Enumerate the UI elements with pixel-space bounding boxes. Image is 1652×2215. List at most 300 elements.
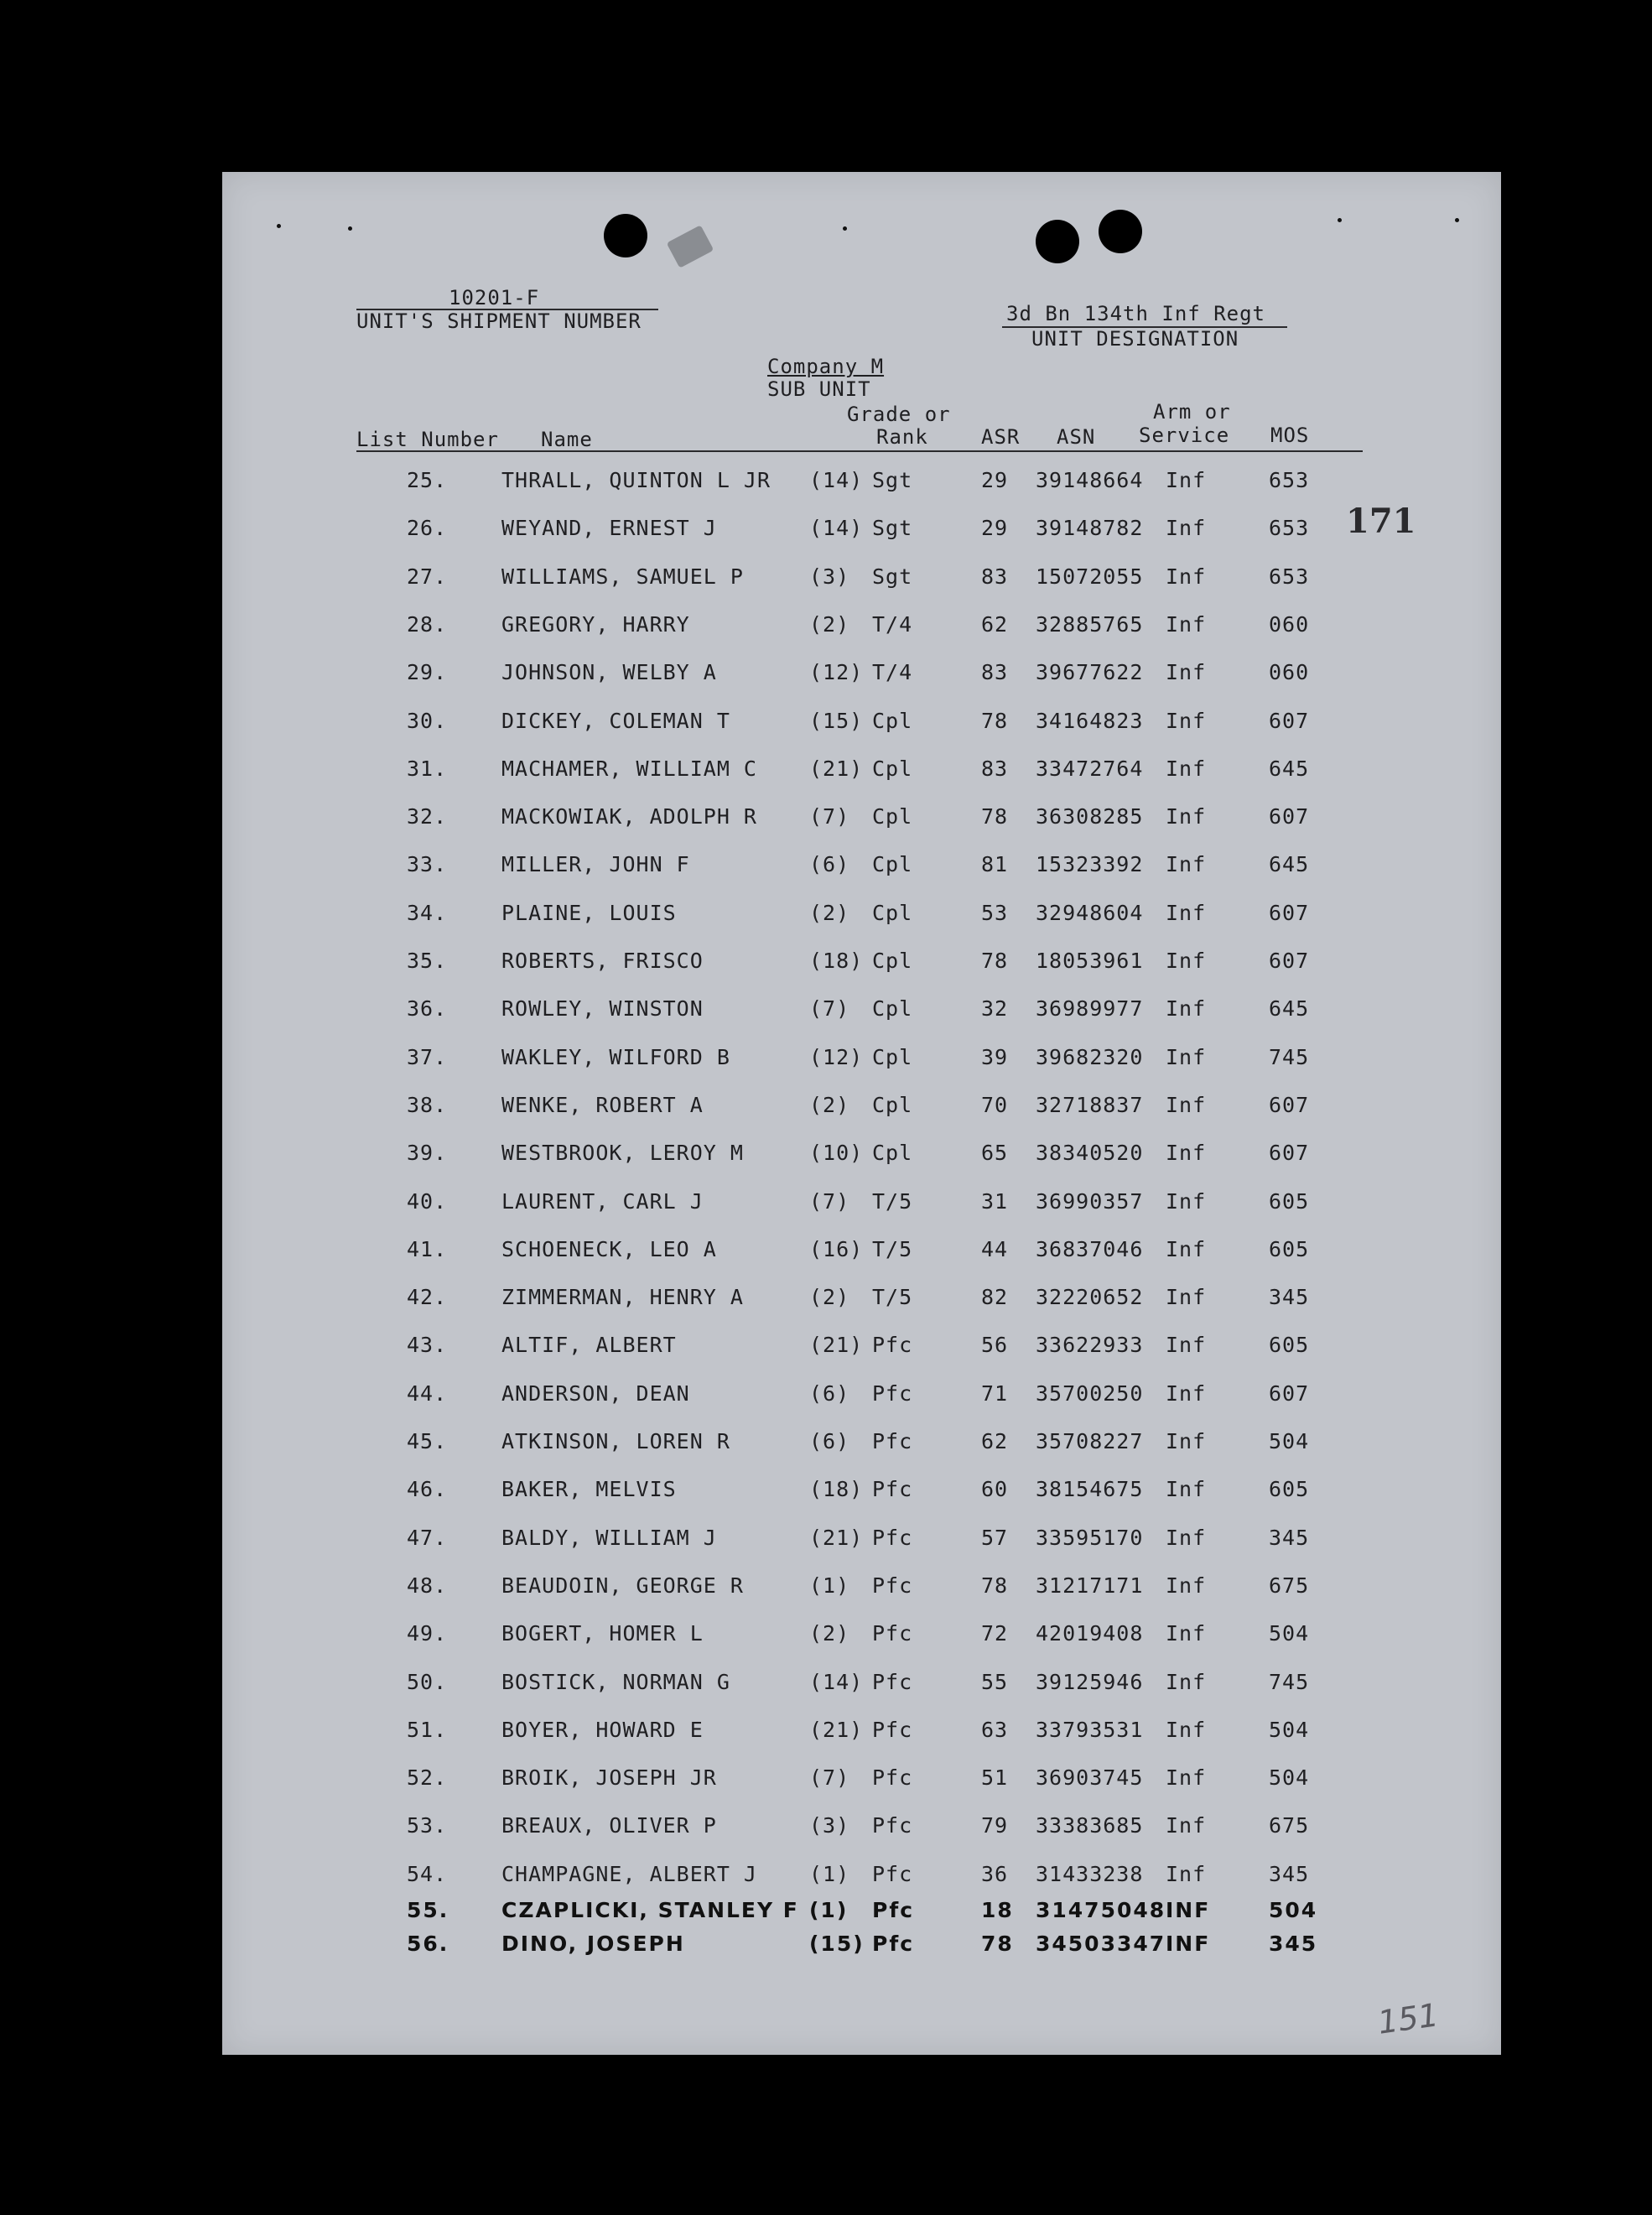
cell-num: 51.	[407, 1717, 448, 1742]
cell-rank: Pfc	[872, 1717, 913, 1742]
cell-rank: Cpl	[872, 1044, 913, 1069]
roster-row	[222, 1621, 1501, 1668]
col-name: Name	[541, 428, 593, 451]
cell-asr: 60	[981, 1477, 1009, 1502]
cell-name: ATKINSON, LOREN R	[501, 1429, 730, 1453]
cell-asr: 72	[981, 1621, 1009, 1646]
cell-mos: 345	[1269, 1931, 1318, 1956]
cell-grade: (6)	[809, 1429, 850, 1453]
cell-grade: (1)	[809, 1897, 849, 1922]
header-underline	[356, 450, 1363, 452]
cell-asn: 38340520	[1036, 1141, 1144, 1166]
cell-arm: Inf	[1166, 468, 1207, 492]
col-arm-line2: Service	[1139, 424, 1230, 447]
cell-name: WEYAND, ERNEST J	[501, 516, 717, 541]
cell-grade: (2)	[809, 1285, 850, 1310]
cell-num: 26.	[407, 516, 448, 541]
cell-mos: 645	[1269, 756, 1310, 781]
cell-num: 44.	[407, 1380, 448, 1406]
pencil-page-note: 151	[1375, 1996, 1442, 2041]
cell-name: ZIMMERMAN, HENRY A	[501, 1285, 744, 1310]
cell-arm: Inf	[1166, 996, 1207, 1022]
cell-asr: 56	[981, 1333, 1009, 1358]
cell-asn: 35708227	[1036, 1429, 1144, 1453]
cell-arm: Inf	[1166, 900, 1207, 925]
cell-grade: (12)	[809, 660, 864, 685]
cell-grade: (2)	[809, 1621, 850, 1646]
cell-num: 48.	[407, 1573, 448, 1598]
cell-num: 33.	[407, 852, 448, 877]
cell-mos: 607	[1269, 1380, 1310, 1406]
cell-asn: 32718837	[1036, 1092, 1144, 1117]
cell-rank: Pfc	[872, 1333, 913, 1358]
cell-mos: 345	[1269, 1861, 1310, 1886]
cell-arm: Inf	[1166, 1285, 1207, 1310]
cell-asn: 36990357	[1036, 1188, 1144, 1214]
roster-row	[222, 564, 1501, 611]
cell-arm: Inf	[1166, 949, 1207, 973]
cell-asr: 78	[981, 708, 1009, 733]
cell-mos: 745	[1269, 1044, 1310, 1069]
roster-row	[222, 468, 1501, 515]
roster-row	[222, 804, 1501, 851]
cell-asn: 31433238	[1036, 1861, 1144, 1886]
cell-arm: INF	[1166, 1897, 1211, 1922]
cell-asn: 39682320	[1036, 1044, 1144, 1069]
cell-asr: 78	[981, 804, 1009, 829]
cell-asr: 31	[981, 1188, 1009, 1214]
cell-asn: 42019408	[1036, 1621, 1144, 1646]
roster-row	[222, 516, 1501, 563]
cell-rank: Pfc	[872, 1380, 913, 1406]
cell-name: DICKEY, COLEMAN T	[501, 708, 730, 733]
cell-asn: 33793531	[1036, 1717, 1144, 1742]
cell-num: 36.	[407, 996, 448, 1022]
roster-row	[222, 996, 1501, 1043]
cell-name: MILLER, JOHN F	[501, 852, 690, 877]
cell-asn: 39148782	[1036, 516, 1144, 541]
cell-mos: 607	[1269, 1092, 1310, 1117]
cell-mos: 645	[1269, 852, 1310, 877]
cell-mos: 675	[1269, 1573, 1310, 1598]
cell-name: WAKLEY, WILFORD B	[501, 1044, 730, 1069]
roster-row	[222, 1429, 1501, 1476]
cell-arm: Inf	[1166, 1044, 1207, 1069]
cell-name: THRALL, QUINTON L JR	[501, 468, 771, 492]
cell-rank: Pfc	[872, 1897, 915, 1922]
cell-asr: 78	[981, 1931, 1014, 1956]
cell-mos: 345	[1269, 1525, 1310, 1550]
cell-name: BROIK, JOSEPH JR	[501, 1765, 717, 1791]
cell-name: ROBERTS, FRISCO	[501, 949, 704, 973]
cell-rank: Pfc	[872, 1477, 913, 1502]
cell-arm: Inf	[1166, 1573, 1207, 1598]
cell-mos: 345	[1269, 1285, 1310, 1310]
roster-row	[222, 901, 1501, 948]
cell-asr: 71	[981, 1380, 1009, 1406]
cell-grade: (3)	[809, 1813, 850, 1838]
cell-arm: Inf	[1166, 564, 1207, 589]
cell-asr: 78	[981, 1573, 1009, 1598]
cell-asr: 36	[981, 1861, 1009, 1886]
cell-rank: Cpl	[872, 900, 913, 925]
cell-mos: 607	[1269, 708, 1310, 733]
cell-grade: (1)	[809, 1573, 850, 1598]
cell-name: BOSTICK, NORMAN G	[501, 1669, 730, 1694]
cell-num: 25.	[407, 468, 448, 492]
cell-name: DINO, JOSEPH	[501, 1931, 685, 1956]
col-grade-line1: Grade or	[847, 403, 951, 426]
cell-asr: 18	[981, 1897, 1014, 1922]
cell-asn: 39677622	[1036, 660, 1144, 685]
cell-name: BALDY, WILLIAM J	[501, 1525, 717, 1550]
cell-asn: 39148664	[1036, 468, 1144, 492]
cell-num: 34.	[407, 900, 448, 925]
cell-arm: Inf	[1166, 1429, 1207, 1453]
cell-grade: (7)	[809, 1765, 850, 1791]
cell-mos: 675	[1269, 1813, 1310, 1838]
cell-arm: Inf	[1166, 1477, 1207, 1502]
cell-asn: 15323392	[1036, 852, 1144, 877]
cell-name: ANDERSON, DEAN	[501, 1380, 690, 1406]
cell-grade: (14)	[809, 1669, 864, 1694]
shipment-caption: UNIT'S SHIPMENT NUMBER	[356, 309, 642, 333]
cell-asn: 36308285	[1036, 804, 1144, 829]
cell-arm: Inf	[1166, 1765, 1207, 1791]
cell-name: LAURENT, CARL J	[501, 1188, 704, 1214]
col-list-number: List Number	[356, 428, 499, 451]
roster-row	[222, 1765, 1501, 1812]
cell-grade: (12)	[809, 1044, 864, 1069]
cell-arm: Inf	[1166, 756, 1207, 781]
roster-row	[222, 852, 1501, 899]
roster-row	[222, 709, 1501, 756]
cell-grade: (6)	[809, 852, 850, 877]
cell-arm: Inf	[1166, 1141, 1207, 1166]
cell-name: BOYER, HOWARD E	[501, 1717, 704, 1742]
cell-grade: (21)	[809, 1333, 864, 1358]
cell-name: ROWLEY, WINSTON	[501, 996, 704, 1022]
cell-arm: Inf	[1166, 852, 1207, 877]
cell-asn: 31217171	[1036, 1573, 1144, 1598]
cell-mos: 607	[1269, 1141, 1310, 1166]
cell-name: GREGORY, HARRY	[501, 611, 690, 637]
cell-rank: T/5	[872, 1236, 913, 1261]
roster-row	[222, 1237, 1501, 1284]
col-asn: ASN	[1057, 425, 1096, 449]
cell-mos: 645	[1269, 996, 1310, 1022]
roster-row	[222, 1189, 1501, 1236]
cell-asr: 39	[981, 1044, 1009, 1069]
col-asr: ASR	[981, 425, 1021, 449]
cell-num: 37.	[407, 1044, 448, 1069]
cell-arm: Inf	[1166, 708, 1207, 733]
cell-grade: (21)	[809, 1525, 864, 1550]
col-arm-line1: Arm or	[1153, 400, 1231, 424]
roster-row	[222, 1573, 1501, 1620]
cell-asr: 29	[981, 468, 1009, 492]
cell-asr: 83	[981, 756, 1009, 781]
cell-asr: 65	[981, 1141, 1009, 1166]
roster-row	[222, 612, 1501, 659]
cell-arm: Inf	[1166, 1236, 1207, 1261]
cell-num: 31.	[407, 756, 448, 781]
cell-arm: Inf	[1166, 1861, 1207, 1886]
cell-num: 50.	[407, 1669, 448, 1694]
cell-asr: 79	[981, 1813, 1009, 1838]
cell-num: 39.	[407, 1141, 448, 1166]
cell-grade: (14)	[809, 516, 864, 541]
unit-caption: UNIT DESIGNATION	[1031, 327, 1239, 351]
cell-grade: (15)	[809, 1931, 865, 1956]
roster-row	[222, 949, 1501, 996]
cell-grade: (16)	[809, 1236, 864, 1261]
cell-name: WILLIAMS, SAMUEL P	[501, 564, 744, 589]
roster-row	[222, 1381, 1501, 1428]
cell-name: BEAUDOIN, GEORGE R	[501, 1573, 744, 1598]
cell-arm: Inf	[1166, 1380, 1207, 1406]
cell-name: PLAINE, LOUIS	[501, 900, 677, 925]
cell-grade: (7)	[809, 1188, 850, 1214]
cell-asn: 36837046	[1036, 1236, 1144, 1261]
cell-rank: T/5	[872, 1285, 913, 1310]
cell-grade: (7)	[809, 804, 850, 829]
cell-asr: 81	[981, 852, 1009, 877]
cell-grade: (2)	[809, 1092, 850, 1117]
cell-arm: Inf	[1166, 1813, 1207, 1838]
cell-rank: Sgt	[872, 564, 913, 589]
cell-name: WESTBROOK, LEROY M	[501, 1141, 744, 1166]
cell-asn: 34503347	[1036, 1931, 1166, 1956]
cell-asr: 53	[981, 900, 1009, 925]
cell-mos: 605	[1269, 1188, 1310, 1214]
cell-asn: 32220652	[1036, 1285, 1144, 1310]
cell-rank: Pfc	[872, 1429, 913, 1453]
cell-asr: 83	[981, 660, 1009, 685]
cell-arm: INF	[1166, 1931, 1211, 1956]
cell-rank: T/5	[872, 1188, 913, 1214]
cell-name: CHAMPAGNE, ALBERT J	[501, 1861, 757, 1886]
cell-rank: Pfc	[872, 1931, 915, 1956]
cell-rank: Pfc	[872, 1621, 913, 1646]
shipment-number: 10201-F	[449, 286, 540, 309]
cell-arm: Inf	[1166, 1188, 1207, 1214]
cell-asn: 36903745	[1036, 1765, 1144, 1791]
roster-row	[222, 757, 1501, 803]
cell-rank: Cpl	[872, 708, 913, 733]
cell-name: WENKE, ROBERT A	[501, 1092, 704, 1117]
cell-mos: 605	[1269, 1477, 1310, 1502]
cell-arm: Inf	[1166, 611, 1207, 637]
cell-mos: 653	[1269, 564, 1310, 589]
paper-speck	[843, 226, 847, 231]
cell-arm: Inf	[1166, 1525, 1207, 1550]
sub-unit: Company M	[767, 355, 885, 378]
cell-asn: 33383685	[1036, 1813, 1144, 1838]
paper-speck	[348, 226, 352, 231]
col-mos: MOS	[1270, 424, 1310, 447]
cell-asr: 62	[981, 1429, 1009, 1453]
cell-num: 30.	[407, 708, 448, 733]
cell-mos: 653	[1269, 516, 1310, 541]
cell-asn: 18053961	[1036, 949, 1144, 973]
cell-arm: Inf	[1166, 1669, 1207, 1694]
cell-grade: (21)	[809, 1717, 864, 1742]
cell-grade: (6)	[809, 1380, 850, 1406]
paper-speck	[1455, 218, 1459, 222]
cell-rank: T/4	[872, 611, 913, 637]
cell-asn: 33595170	[1036, 1525, 1144, 1550]
cell-arm: Inf	[1166, 1092, 1207, 1117]
cell-grade: (7)	[809, 996, 850, 1022]
cell-grade: (18)	[809, 1477, 864, 1502]
cell-asn: 31475048	[1036, 1897, 1166, 1922]
cell-num: 52.	[407, 1765, 448, 1791]
paper-speck	[1338, 218, 1342, 222]
cell-asn: 33622933	[1036, 1333, 1144, 1358]
cell-num: 38.	[407, 1092, 448, 1117]
cell-num: 42.	[407, 1285, 448, 1310]
cell-name: MACHAMER, WILLIAM C	[501, 756, 757, 781]
roster-row	[222, 1670, 1501, 1717]
cell-arm: Inf	[1166, 660, 1207, 685]
cell-asr: 44	[981, 1236, 1009, 1261]
cell-asn: 39125946	[1036, 1669, 1144, 1694]
unit-designation: 3d Bn 134th Inf Regt	[1006, 302, 1265, 325]
cell-asr: 70	[981, 1092, 1009, 1117]
roster-row	[222, 1093, 1501, 1140]
cell-num: 46.	[407, 1477, 448, 1502]
cell-asr: 78	[981, 949, 1009, 973]
cell-rank: Cpl	[872, 949, 913, 973]
cell-num: 27.	[407, 564, 448, 589]
cell-num: 32.	[407, 804, 448, 829]
cell-grade: (2)	[809, 611, 850, 637]
cell-num: 49.	[407, 1621, 448, 1646]
cell-num: 40.	[407, 1188, 448, 1214]
cell-mos: 653	[1269, 468, 1310, 492]
cell-asr: 62	[981, 611, 1009, 637]
roster-row	[222, 1333, 1501, 1380]
roster-row	[222, 660, 1501, 707]
cell-grade: (2)	[809, 900, 850, 925]
cell-arm: Inf	[1166, 1621, 1207, 1646]
cell-rank: Pfc	[872, 1525, 913, 1550]
cell-asr: 32	[981, 996, 1009, 1022]
roster-row	[222, 1477, 1501, 1524]
cell-asn: 38154675	[1036, 1477, 1144, 1502]
cell-num: 45.	[407, 1429, 448, 1453]
cell-num: 47.	[407, 1525, 448, 1550]
cell-grade: (21)	[809, 756, 864, 781]
cell-num: 29.	[407, 660, 448, 685]
cell-name: JOHNSON, WELBY A	[501, 660, 717, 685]
cell-asn: 32885765	[1036, 611, 1144, 637]
cell-asr: 82	[981, 1285, 1009, 1310]
cell-mos: 504	[1269, 1717, 1310, 1742]
cell-num: 43.	[407, 1333, 448, 1358]
cell-rank: Cpl	[872, 1092, 913, 1117]
punch-hole	[1036, 220, 1079, 263]
cell-mos: 607	[1269, 900, 1310, 925]
roster-row	[222, 1285, 1501, 1332]
cell-mos: 504	[1269, 1765, 1310, 1791]
cell-num: 53.	[407, 1813, 448, 1838]
roster-row	[222, 1141, 1501, 1188]
cell-asr: 51	[981, 1765, 1009, 1791]
cell-asr: 63	[981, 1717, 1009, 1742]
cell-mos: 504	[1269, 1897, 1318, 1922]
cell-asr: 57	[981, 1525, 1009, 1550]
cell-num: 56.	[407, 1931, 449, 1956]
cell-rank: Pfc	[872, 1861, 913, 1886]
punch-hole	[1099, 210, 1142, 253]
cell-rank: Cpl	[872, 1141, 913, 1166]
cell-arm: Inf	[1166, 1333, 1207, 1358]
cell-arm: Inf	[1166, 516, 1207, 541]
cell-asr: 55	[981, 1669, 1009, 1694]
cell-name: BAKER, MELVIS	[501, 1477, 677, 1502]
document-page	[222, 172, 1501, 2055]
sub-unit-caption: SUB UNIT	[767, 377, 871, 401]
paper-tab-mark	[667, 225, 714, 268]
cell-grade: (15)	[809, 708, 864, 733]
punch-hole	[604, 214, 647, 257]
cell-asr: 29	[981, 516, 1009, 541]
cell-rank: T/4	[872, 660, 913, 685]
cell-rank: Cpl	[872, 756, 913, 781]
cell-rank: Pfc	[872, 1813, 913, 1838]
stamp-number: 171	[1346, 502, 1416, 541]
cell-mos: 745	[1269, 1669, 1310, 1694]
cell-mos: 504	[1269, 1621, 1310, 1646]
col-grade-line2: Rank	[876, 425, 928, 449]
cell-rank: Cpl	[872, 996, 913, 1022]
paper-speck	[277, 224, 281, 228]
cell-rank: Pfc	[872, 1765, 913, 1791]
cell-mos: 605	[1269, 1236, 1310, 1261]
cell-asn: 35700250	[1036, 1380, 1144, 1406]
cell-rank: Pfc	[872, 1573, 913, 1598]
cell-mos: 607	[1269, 804, 1310, 829]
cell-name: BREAUX, OLIVER P	[501, 1813, 717, 1838]
cell-rank: Pfc	[872, 1669, 913, 1694]
roster-row	[222, 1045, 1501, 1092]
cell-mos: 060	[1269, 660, 1310, 685]
cell-grade: (14)	[809, 468, 864, 492]
cell-rank: Sgt	[872, 516, 913, 541]
cell-name: MACKOWIAK, ADOLPH R	[501, 804, 757, 829]
cell-asr: 83	[981, 564, 1009, 589]
cell-name: CZAPLICKI, STANLEY F	[501, 1897, 799, 1922]
cell-mos: 060	[1269, 611, 1310, 637]
cell-rank: Cpl	[872, 852, 913, 877]
handwritten-roster-row	[222, 1932, 1501, 1978]
cell-asn: 36989977	[1036, 996, 1144, 1022]
cell-asn: 34164823	[1036, 708, 1144, 733]
cell-asn: 33472764	[1036, 756, 1144, 781]
cell-grade: (1)	[809, 1861, 850, 1886]
roster-row	[222, 1526, 1501, 1573]
cell-num: 41.	[407, 1236, 448, 1261]
cell-name: SCHOENECK, LEO A	[501, 1236, 717, 1261]
cell-num: 35.	[407, 949, 448, 973]
cell-grade: (3)	[809, 564, 850, 589]
cell-mos: 504	[1269, 1429, 1310, 1453]
cell-arm: Inf	[1166, 804, 1207, 829]
cell-asn: 32948604	[1036, 900, 1144, 925]
cell-num: 54.	[407, 1861, 448, 1886]
